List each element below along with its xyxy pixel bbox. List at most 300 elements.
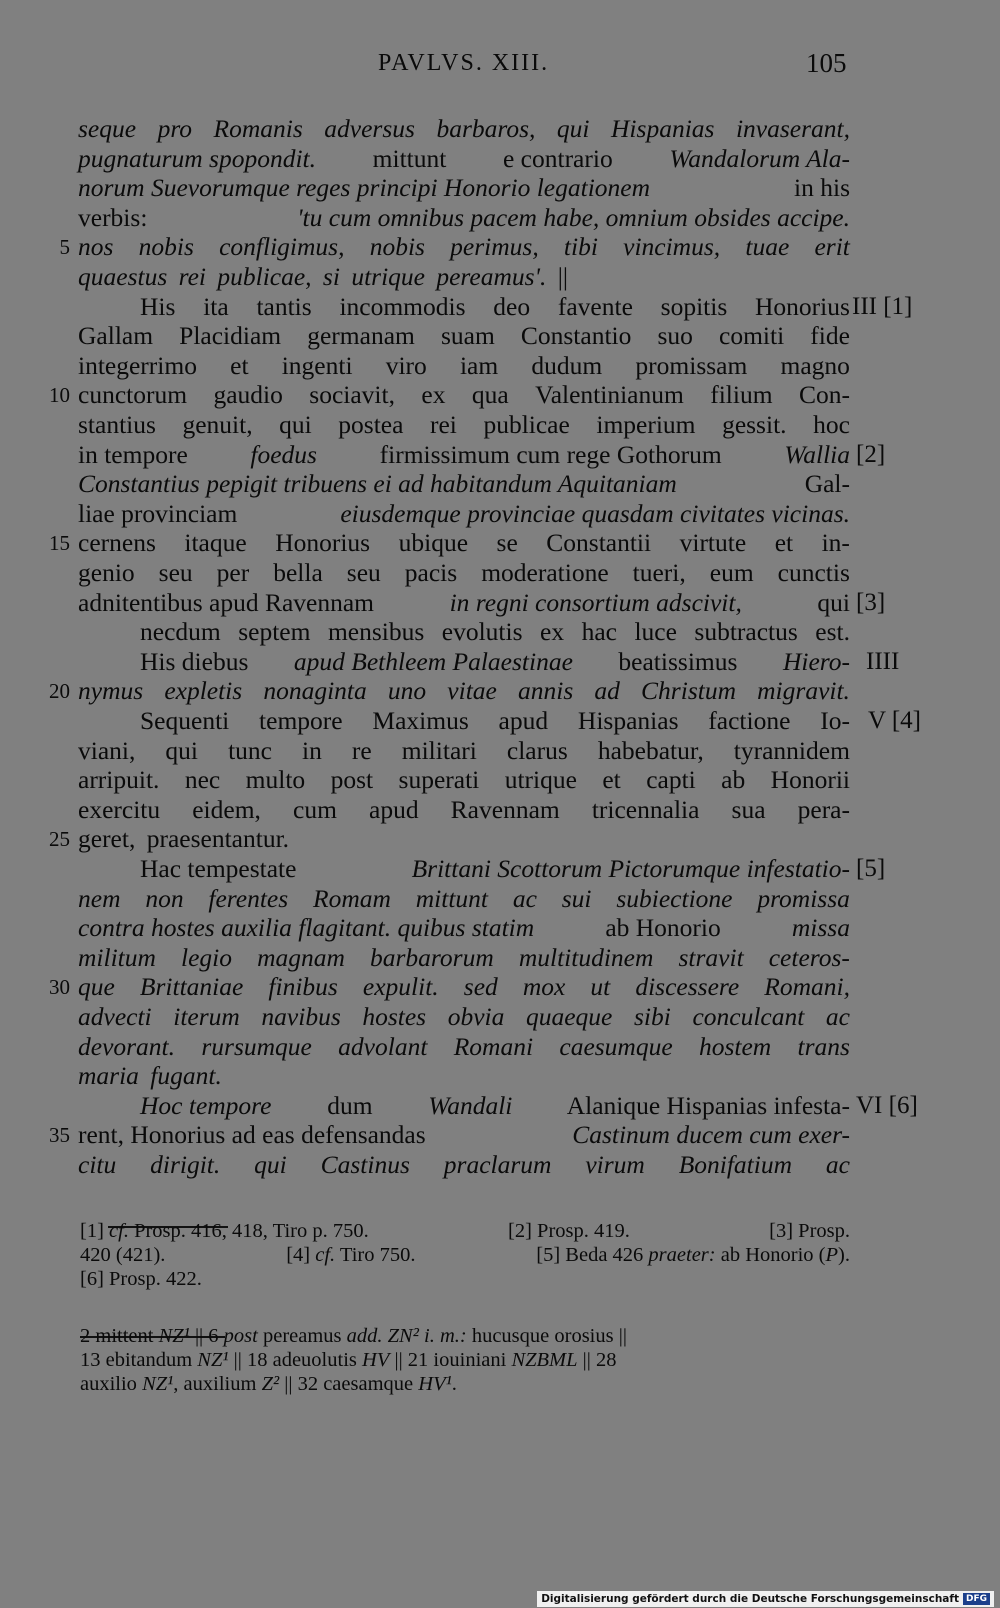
- word: est.: [815, 617, 850, 647]
- word: favente: [557, 291, 633, 321]
- word: ad: [594, 676, 620, 706]
- word: citu: [78, 1150, 117, 1179]
- word: rursumque: [201, 1031, 312, 1061]
- word: superati: [398, 765, 480, 795]
- word: nonaginta: [263, 676, 367, 706]
- text-segment: pereamus: [257, 1325, 347, 1347]
- word: genuit,: [182, 410, 253, 439]
- word: qui: [279, 410, 312, 439]
- word: Honorius: [275, 528, 371, 558]
- word: Romani,: [764, 972, 850, 1002]
- word: cernens: [78, 528, 156, 558]
- word: hostes: [362, 1002, 427, 1031]
- text-segment: rent, Honorius ad eas defensandas: [78, 1120, 433, 1150]
- word: rei: [429, 410, 457, 439]
- word: promissa: [757, 883, 850, 913]
- word: ab: [721, 765, 746, 795]
- text-segment: Wandali: [428, 1090, 513, 1120]
- word: barbarorum: [370, 942, 494, 972]
- text-segment: Tiro 750.: [335, 1244, 416, 1266]
- margin-note: VI [6]: [856, 1091, 918, 1119]
- text-segment: || 6: [189, 1325, 224, 1347]
- word: necdum: [140, 617, 221, 647]
- text-segment: quaestus rei publicae, si utrique pereamus'.: [78, 262, 547, 291]
- word: integerrimo: [78, 350, 197, 380]
- word: subtractus: [694, 617, 798, 647]
- word: expulit.: [362, 972, 439, 1002]
- word: migravit.: [757, 676, 850, 706]
- text-segment: || 28: [577, 1349, 617, 1371]
- word: utrique: [504, 765, 577, 795]
- word: His: [140, 291, 176, 321]
- word: qui: [254, 1150, 287, 1179]
- word: pacis: [404, 558, 458, 587]
- word: ac: [825, 1002, 850, 1031]
- text-segment: in tempore: [78, 439, 195, 469]
- text-segment: in his: [787, 173, 850, 203]
- word: ceteros-: [768, 942, 850, 972]
- word: exercitu: [78, 794, 161, 824]
- word: evolutis: [441, 617, 523, 647]
- text-line: [78, 972, 850, 1002]
- word: publicae: [483, 410, 570, 439]
- word: viro: [385, 350, 427, 380]
- source-line: [80, 1218, 850, 1244]
- text-segment: , auxilium: [173, 1373, 262, 1395]
- word: sociavit,: [309, 380, 395, 410]
- text-segment: NZ¹: [142, 1373, 174, 1395]
- text-segment: Z²: [261, 1373, 280, 1395]
- word: non: [145, 883, 184, 913]
- text-line: [78, 321, 850, 351]
- text-segment: praeter:: [648, 1244, 716, 1266]
- text-segment: NZBML: [511, 1349, 578, 1371]
- word: nobis: [138, 232, 194, 262]
- word: cum: [293, 794, 337, 824]
- text-segment: ab Honorio: [598, 913, 728, 943]
- word: Romanis: [213, 114, 303, 143]
- word: virum: [585, 1150, 645, 1179]
- word: genio: [78, 558, 135, 587]
- text-line: [78, 528, 850, 558]
- text-segment: liae provinciam: [78, 498, 244, 528]
- line-number: 25: [49, 827, 70, 852]
- word: Constantio: [520, 321, 632, 351]
- text-segment: .: [451, 1373, 457, 1395]
- word: pro: [157, 114, 193, 143]
- word: ubique: [398, 528, 469, 558]
- word: Honorius: [755, 291, 850, 321]
- text-segment: || 32 caesamque: [279, 1373, 419, 1395]
- word: habebatur,: [597, 735, 704, 765]
- text-segment: || 21 iouiniani: [389, 1349, 512, 1371]
- word: adversus: [324, 114, 415, 143]
- word: promissam: [635, 350, 748, 380]
- apparatus-line: [80, 1347, 850, 1373]
- word: eidem,: [192, 794, 261, 824]
- word: qua: [471, 380, 509, 410]
- text-segment: Hac tempestate: [140, 854, 303, 883]
- word: Brittaniae: [139, 972, 244, 1002]
- word: sua: [731, 794, 766, 824]
- text-segment: maria fugant.: [78, 1061, 222, 1091]
- word: Con-: [798, 380, 850, 410]
- text-line: [78, 262, 850, 292]
- word: iterum: [173, 1002, 240, 1031]
- text-line: [78, 588, 850, 618]
- word: finibus: [268, 972, 338, 1002]
- word: factione: [708, 706, 791, 735]
- text-segment: ab Honorio (: [715, 1244, 826, 1266]
- word: se: [496, 528, 518, 558]
- word: quaeque: [525, 1002, 613, 1031]
- text-line: [78, 824, 850, 854]
- word: vincimus,: [623, 232, 721, 262]
- word: capti: [646, 765, 696, 795]
- text-segment: His diebus: [140, 646, 255, 676]
- text-segment: [6] Prosp. 422.: [80, 1268, 202, 1290]
- word: ita: [203, 291, 229, 321]
- word: militum: [78, 942, 156, 972]
- word: Romani: [453, 1031, 534, 1061]
- word: stantius: [78, 410, 156, 439]
- text-line: [140, 292, 850, 322]
- word: hostem: [698, 1031, 772, 1061]
- word: Maximus: [372, 706, 469, 735]
- word: post: [330, 765, 374, 795]
- word: bella: [273, 558, 323, 587]
- text-segment: in regni consortium adscivit,: [449, 587, 742, 617]
- word: sui: [561, 883, 592, 913]
- word: apud: [369, 794, 419, 824]
- text-segment: Castinum ducem cum exer-: [572, 1120, 850, 1150]
- word: que: [78, 972, 115, 1002]
- text-segment: NZ¹: [158, 1325, 190, 1347]
- text-line: [78, 114, 850, 144]
- text-segment: Brittani Scottorum Pictorumque infestatio-: [411, 854, 850, 883]
- word: mox: [522, 972, 566, 1002]
- word: qui: [165, 735, 199, 765]
- line-number: 20: [49, 679, 70, 704]
- text-line: [140, 647, 850, 677]
- text-segment: firmissimum cum rege Gothorum: [373, 439, 729, 469]
- word: dirigit.: [150, 1150, 221, 1179]
- word: tunc: [228, 735, 272, 765]
- word: multitudinem: [518, 942, 654, 972]
- text-segment: P: [825, 1244, 839, 1266]
- text-line: [78, 203, 850, 233]
- text-line: [78, 380, 850, 410]
- word: Romam: [313, 883, 391, 913]
- word: Io-: [820, 706, 850, 735]
- source-line: [80, 1266, 850, 1292]
- page-number: 105: [806, 48, 847, 78]
- word: comiti: [719, 321, 785, 351]
- word: obvia: [447, 1002, 505, 1031]
- text-segment: geret, praesentantur.: [78, 824, 290, 854]
- margin-note: V [4]: [868, 707, 922, 734]
- word: septem: [238, 617, 311, 647]
- word: Placidiam: [179, 321, 282, 351]
- text-segment: add. ZN²: [346, 1325, 419, 1347]
- word: nymus: [78, 676, 144, 706]
- text-segment: [2] Prosp. 419.: [508, 1220, 630, 1242]
- word: ex: [421, 380, 446, 410]
- text-line: [78, 410, 850, 440]
- word: stravit: [678, 942, 744, 972]
- word: dudum: [531, 350, 603, 380]
- text-segment: Constantius pepigit tribuens ei ad habitandum Aquitaniam: [78, 469, 677, 499]
- word: filium: [710, 380, 773, 410]
- word: tyrannidem: [733, 735, 850, 765]
- footer-text: Digitalisierung gefördert durch die Deutsche Forschungsgemeinschaft: [541, 1593, 959, 1605]
- text-segment: auxilio: [80, 1373, 143, 1395]
- running-title: PAVLVS. XIII.: [378, 50, 550, 76]
- word: Hispanias: [577, 706, 679, 735]
- word: navibus: [261, 1002, 341, 1031]
- text-segment: e contrario: [496, 143, 620, 173]
- word: praclarum: [443, 1150, 552, 1179]
- word: seque: [78, 114, 137, 143]
- word: Gallam: [78, 321, 154, 351]
- word: vitae: [447, 676, 497, 706]
- text-segment: HV¹: [418, 1373, 452, 1395]
- word: nec: [184, 765, 221, 795]
- text-segment: contra hostes auxilia flagitant. quibus statim: [78, 913, 535, 943]
- margin-note: IIII: [866, 647, 900, 675]
- word: Bonifatium: [678, 1150, 793, 1179]
- word: Constantii: [546, 528, 652, 558]
- word: in: [302, 735, 322, 765]
- text-segment: Hiero-: [782, 646, 850, 676]
- text-segment: apud Bethleem Palaestinae: [293, 646, 573, 676]
- word: ferentes: [208, 883, 289, 913]
- word: Christum: [641, 676, 736, 706]
- apparatus-line: [80, 1371, 850, 1397]
- word: seu: [158, 558, 193, 587]
- text-segment: i. m.:: [424, 1325, 467, 1347]
- word: expletis: [164, 676, 243, 706]
- text-segment: Wandalorum Ala-: [669, 143, 850, 173]
- word: sed: [463, 972, 498, 1002]
- word: hac: [581, 617, 617, 647]
- text-line: [140, 1091, 850, 1121]
- text-segment: cf.: [109, 1220, 129, 1242]
- word: ut: [590, 972, 611, 1002]
- word: ex: [540, 617, 565, 647]
- text-segment: beatissimus: [612, 646, 744, 676]
- word: eum: [709, 558, 754, 587]
- text-line: [78, 1002, 850, 1032]
- text-segment: Gal-: [798, 469, 850, 499]
- word: suo: [657, 321, 693, 351]
- word: subiectione: [616, 883, 733, 913]
- text-segment: pugnaturum spopondit.: [78, 143, 323, 173]
- text-segment: qui: [811, 587, 850, 617]
- text-line: [78, 1120, 850, 1150]
- text-segment: [5] Beda 426: [536, 1244, 649, 1266]
- word: Castinus: [320, 1150, 410, 1179]
- line-number: 35: [49, 1123, 70, 1148]
- line-number: 5: [59, 235, 70, 260]
- text-line: [78, 736, 850, 766]
- text-line: [78, 173, 850, 203]
- word: postea: [338, 410, 404, 439]
- word: hoc: [813, 410, 850, 439]
- word: trans: [797, 1031, 850, 1061]
- text-line: [78, 795, 850, 825]
- margin-note: [2]: [856, 440, 886, 468]
- word: mittunt: [415, 883, 489, 913]
- word: cunctis: [777, 558, 850, 587]
- word: conculcant: [692, 1002, 805, 1031]
- word: ac: [512, 883, 537, 913]
- text-segment: Wallia: [784, 439, 850, 469]
- word: barbaros,: [436, 114, 536, 143]
- word: in-: [821, 528, 850, 558]
- text-segment: post: [223, 1325, 258, 1347]
- word: nem: [78, 883, 121, 913]
- word: advolant: [338, 1031, 428, 1061]
- word: imperium: [596, 410, 696, 439]
- word: seu: [346, 558, 381, 587]
- text-segment: hucusque orosius ||: [466, 1325, 627, 1347]
- word: caesumque: [559, 1031, 673, 1061]
- margin-note: [3]: [856, 588, 886, 616]
- word: annis: [518, 676, 574, 706]
- text-segment: adnitentibus apud Ravennam: [78, 587, 381, 617]
- text-line: [78, 943, 850, 973]
- text-segment: mittunt: [372, 143, 447, 173]
- word: tempore: [259, 706, 343, 735]
- word: sibi: [633, 1002, 671, 1031]
- word: Ravennam: [450, 794, 560, 824]
- word: fide: [810, 321, 850, 351]
- word: sopitis: [660, 291, 728, 321]
- word: virtute: [679, 528, 747, 558]
- word: gessit.: [722, 410, 787, 439]
- text-segment: dum: [320, 1090, 379, 1120]
- text-line: [78, 765, 850, 795]
- word: ingenti: [281, 350, 353, 380]
- word: erit: [814, 232, 850, 262]
- word: qui: [556, 114, 590, 143]
- word: Honorii: [770, 765, 850, 795]
- text-segment: [3] Prosp.: [769, 1220, 850, 1242]
- text-line: [78, 351, 850, 381]
- word: nos: [78, 232, 114, 262]
- text-line: [78, 1032, 850, 1062]
- word: perimus,: [450, 232, 539, 262]
- digitization-footer: [537, 1591, 994, 1607]
- text-line: [78, 1061, 850, 1091]
- text-segment: 2 mittent: [80, 1325, 159, 1347]
- word: viani,: [78, 735, 136, 765]
- text-segment: ).: [838, 1244, 850, 1266]
- word: re: [351, 735, 372, 765]
- word: uno: [387, 676, 427, 706]
- text-line: [78, 144, 850, 174]
- text-segment: Alanique Hispanias infesta-: [561, 1090, 850, 1120]
- word: suam: [440, 321, 495, 351]
- text-segment: 'tu cum omnibus pacem habe, omnium obsides accipe.: [297, 202, 850, 232]
- word: Sequenti: [140, 706, 230, 735]
- word: pera-: [797, 794, 850, 824]
- text-line: [78, 232, 850, 262]
- word: gaudio: [213, 380, 283, 410]
- text-line: [78, 676, 850, 706]
- margin-note: III [1]: [852, 292, 913, 320]
- text-segment: Prosp. 416, 418, Tiro p. 750.: [128, 1220, 369, 1242]
- word: cunctorum: [78, 380, 188, 410]
- word: devorant.: [78, 1031, 176, 1061]
- word: ac: [825, 1150, 850, 1179]
- word: discessere: [635, 972, 740, 1002]
- word: tricennalia: [591, 794, 700, 824]
- word: itaque: [184, 528, 247, 558]
- word: tibi: [563, 232, 598, 262]
- text-line: [140, 854, 850, 884]
- source-line: [80, 1242, 850, 1268]
- word: per: [216, 558, 250, 587]
- word: deo: [493, 291, 531, 321]
- text-line: [78, 499, 850, 529]
- text-line: [78, 558, 850, 588]
- text-segment: Hoc tempore: [140, 1090, 272, 1120]
- word: et: [230, 350, 249, 380]
- word: arripuit.: [78, 765, 160, 795]
- text-line: [78, 440, 850, 470]
- word: incommodis: [339, 291, 466, 321]
- word: et: [602, 765, 621, 795]
- word: nobis: [369, 232, 425, 262]
- word: tantis: [256, 291, 312, 321]
- text-segment: eiusdemque provinciae quasdam civitates vicinas.: [340, 498, 850, 528]
- text-segment: verbis:: [78, 202, 154, 232]
- text-segment: [1]: [80, 1220, 110, 1242]
- word: magno: [780, 350, 850, 380]
- text-line: [140, 706, 850, 736]
- text-segment: 13 ebitandum: [80, 1349, 198, 1371]
- text-segment: NZ¹: [197, 1349, 229, 1371]
- text-line: [140, 617, 850, 647]
- text-line: [78, 1150, 850, 1180]
- text-segment: foedus: [250, 439, 317, 469]
- word: magnam: [257, 942, 345, 972]
- text-line: [78, 469, 850, 499]
- word: iam: [459, 350, 499, 380]
- word: clarus: [506, 735, 568, 765]
- word: invaserant,: [735, 114, 850, 143]
- word: multo: [245, 765, 306, 795]
- text-segment: norum Suevorumque reges principi Honorio legationem: [78, 173, 651, 203]
- text-segment: [4]: [286, 1244, 316, 1266]
- word: militari: [401, 735, 477, 765]
- word: moderatione: [481, 558, 609, 587]
- word: et: [774, 528, 794, 558]
- word: tuae: [745, 232, 790, 262]
- dfg-logo: DFG: [963, 1593, 990, 1605]
- text-segment: HV: [362, 1349, 390, 1371]
- line-number: 15: [49, 531, 70, 556]
- word: mensibus: [327, 617, 425, 647]
- word: apud: [498, 706, 549, 735]
- text-line: [78, 913, 850, 943]
- line-number: 10: [49, 383, 70, 408]
- text-segment: 420 (421).: [80, 1244, 166, 1266]
- text-segment: missa: [791, 913, 850, 943]
- word: Valentinianum: [535, 380, 684, 410]
